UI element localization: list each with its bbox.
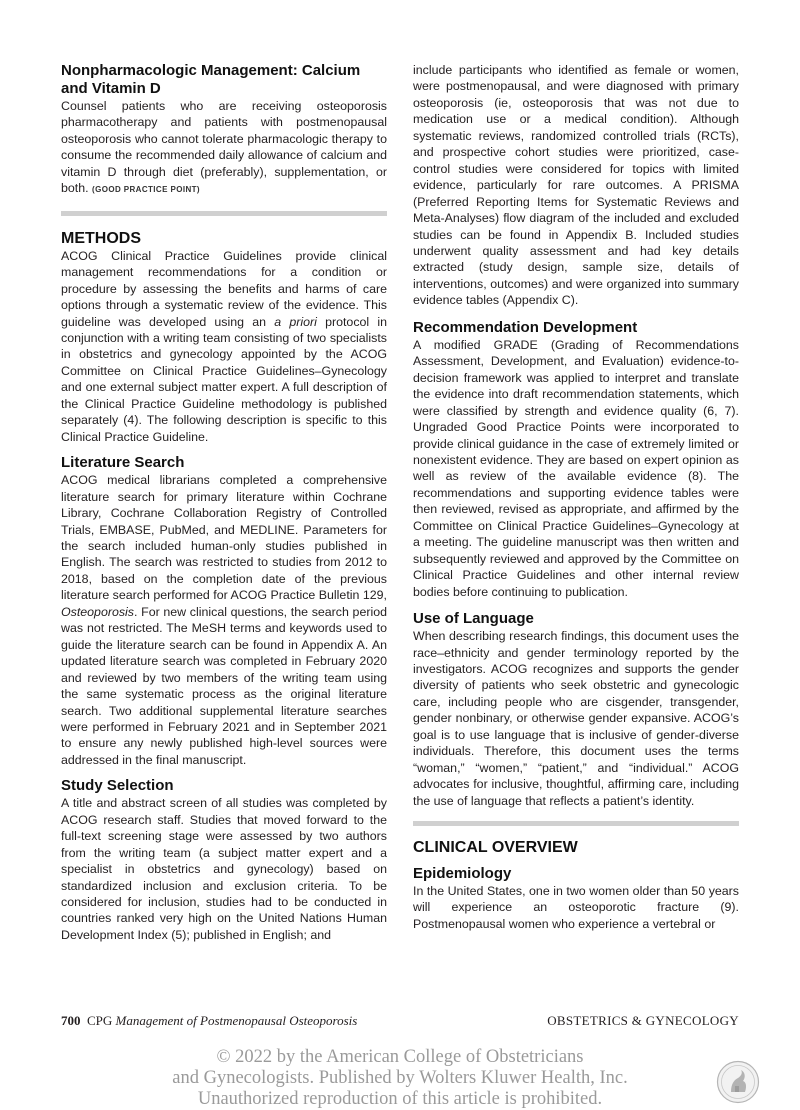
heading-recommendation-development: Recommendation Development <box>413 318 638 336</box>
heading-literature-search: Literature Search <box>61 454 185 472</box>
footer-prefix: CPG <box>87 1013 113 1028</box>
nonpharm-text: Counsel patients who are receiving osteoporosis pharmacotherapy and patients with postmenopausal osteoporosis who cannot tolerate pharmacologic therapy to consume the recommended daily allowance of calcium and vitamin D through diet (preferably), supplementation, or both. <box>61 99 387 196</box>
methods-text-1: ACOG Clinical Practice Guidelines provide clinical management recommendations for a condition or procedure by assessing the benefits and harms of care options through a systematic review of the evidence. This guideline was developed using an <box>61 248 387 329</box>
acog-seal-icon <box>716 1060 760 1104</box>
heading-methods: METHODS <box>61 229 141 247</box>
section-divider <box>413 821 739 826</box>
right-column <box>413 62 739 932</box>
good-practice-point-label: (GOOD PRACTICE POINT) <box>92 185 200 195</box>
footer-running-title: Management of Postmenopausal Osteoporosis <box>115 1013 358 1028</box>
footer-journal-name: OBSTETRICS & GYNECOLOGY <box>547 1013 739 1028</box>
heading-use-of-language: Use of Language <box>413 610 534 628</box>
paragraph-use-of-language: When describing research findings, this document uses the race–ethnicity and gender terminology reported by the investigators. ACOG recognizes and supports the gender diversity of patients who seek obstetric and gynecologic care, including people who are cisgender, transgender, gender nonbinary, or otherwise gender expansive. ACOG’s goal is to use language that is inclusive of gender-diverse individuals. Therefore, this document uses the terms “woman,” “women,” “patient,” and “individual.” ACOG advocates for inclusive, thoughtful, affirming care, including the use of language that reflects a patient’s identity. <box>413 629 739 808</box>
page-number: 700 <box>61 1013 81 1028</box>
copyright-line-2: and Gynecologists. Published by Wolters Kluwer Health, Inc. <box>172 1068 628 1088</box>
lit-text-2: . For new clinical questions, the search period was not restricted. The MeSH terms and keywords used to guide the literature search can be found in Appendix A. An updated literature search was completed in February 2020 and reviewed by two members of the writing team using the same systematic process as the original literature search. Two additional supplemental literature searches were performed in February 2021 and in September 2021 to ensure any newly published high-level sources were addressed in the final manuscript. <box>61 604 387 767</box>
heading-epidemiology: Epidemiology <box>413 865 512 883</box>
paragraph-methods <box>61 248 387 445</box>
paragraph-epidemiology: In the United States, one in two women older than 50 years will experience an osteoporotic fracture (9). Postmenopausal women who experience a vertebral or <box>413 884 739 931</box>
left-column <box>61 62 387 943</box>
page-footer <box>61 1013 739 1029</box>
methods-text-2: protocol in conjunction with a writing team consisting of two specialists in obstetrics and gynecology appointed by the ACOG Committee on Clinical Practice Guidelines–Gynecology and one external subject matter expert. A full description of the Clinical Practice Guideline methodology is published separately (4). The following description is specific to this Clinical Practice Guideline. <box>61 314 388 444</box>
lit-emphasis: Osteoporosis <box>61 604 135 619</box>
heading-study-selection: Study Selection <box>61 777 174 795</box>
paragraph-nonpharmacologic <box>61 98 387 199</box>
section-divider <box>61 211 387 216</box>
copyright-line-3: Unauthorized reproduction of this article is prohibited. <box>197 1089 603 1109</box>
copyright-notice <box>0 1047 800 1110</box>
paragraph-literature-search <box>61 472 387 768</box>
paragraph-study-selection: A title and abstract screen of all studies was completed by ACOG research staff. Studies that moved forward to the full-text screening stage were assessed by two authors from the writing team (a subject matter expert and a specialist in obstetrics and gynecology) based on standardized inclusion and exclusion criteria. To be considered for inclusion, studies had to be conducted in countries ranked very high on the United Nations Human Development Index (5); published in English; and <box>61 796 387 942</box>
heading-clinical-overview: CLINICAL OVERVIEW <box>413 839 578 857</box>
methods-emphasis: a priori <box>274 314 317 329</box>
paragraph-recommendation-development: A modified GRADE (Grading of Recommendations Assessment, Development, and Evaluation) evidence-to-decision framework was applied to interpret and translate the evidence into draft recommendation statements, which were classified by strength and evidence quality (6, 7). Ungraded Good Practice Points were incorporated to provide clinical guidance in the case of extremely limited or nonexistent evidence. They are based on expert opinion as well as review of the available evidence (8). The recommendations and supporting evidence tables were then reviewed, revised as appropriate, and affirmed by the Committee on Clinical Practice Guidelines–Gynecology at a meeting. The guideline manuscript was then written and subsequently reviewed and approved by the Committee on Clinical Practice Guidelines and other internal review bodies before continuing to publication. <box>413 337 739 599</box>
copyright-line-1: © 2022 by the American College of Obstetricians <box>216 1047 584 1067</box>
paragraph-study-selection-continued: include participants who identified as female or women, were postmenopausal, and were diagnosed with primary osteoporosis (ie, osteoporosis that was not due to medication use or a medical condition). Although systematic reviews, randomized controlled trials (RCTs), and prospective cohort studies were prioritized, case-control studies were considered for topics with limited evidence, particularly for rare outcomes. A PRISMA (Preferred Reporting Items for Systematic Reviews and Meta-Analyses) flow diagram of the included and excluded studies can be found in Appendix B. Included studies underwent quality assessment and had key details extracted (study design, sample size, details of interventions, outcomes) and were organized into summary evidence tables (Appendix C). <box>413 63 739 308</box>
lit-text-1: ACOG medical librarians completed a comprehensive literature search for primary literature within Cochrane Library, Cochrane Collaboration Registry of Controlled Trials, EMBASE, PubMed, and MEDLINE. Parameters for the search included human-only studies published in English. The search was restricted to studies from 2012 to 2018, based on the completion date of the previous literature search performed for ACOG Practice Bulletin 129, <box>61 473 387 603</box>
heading-nonpharmacologic-management: Nonpharmacologic Management: Calcium and Vitamin D <box>61 62 361 97</box>
